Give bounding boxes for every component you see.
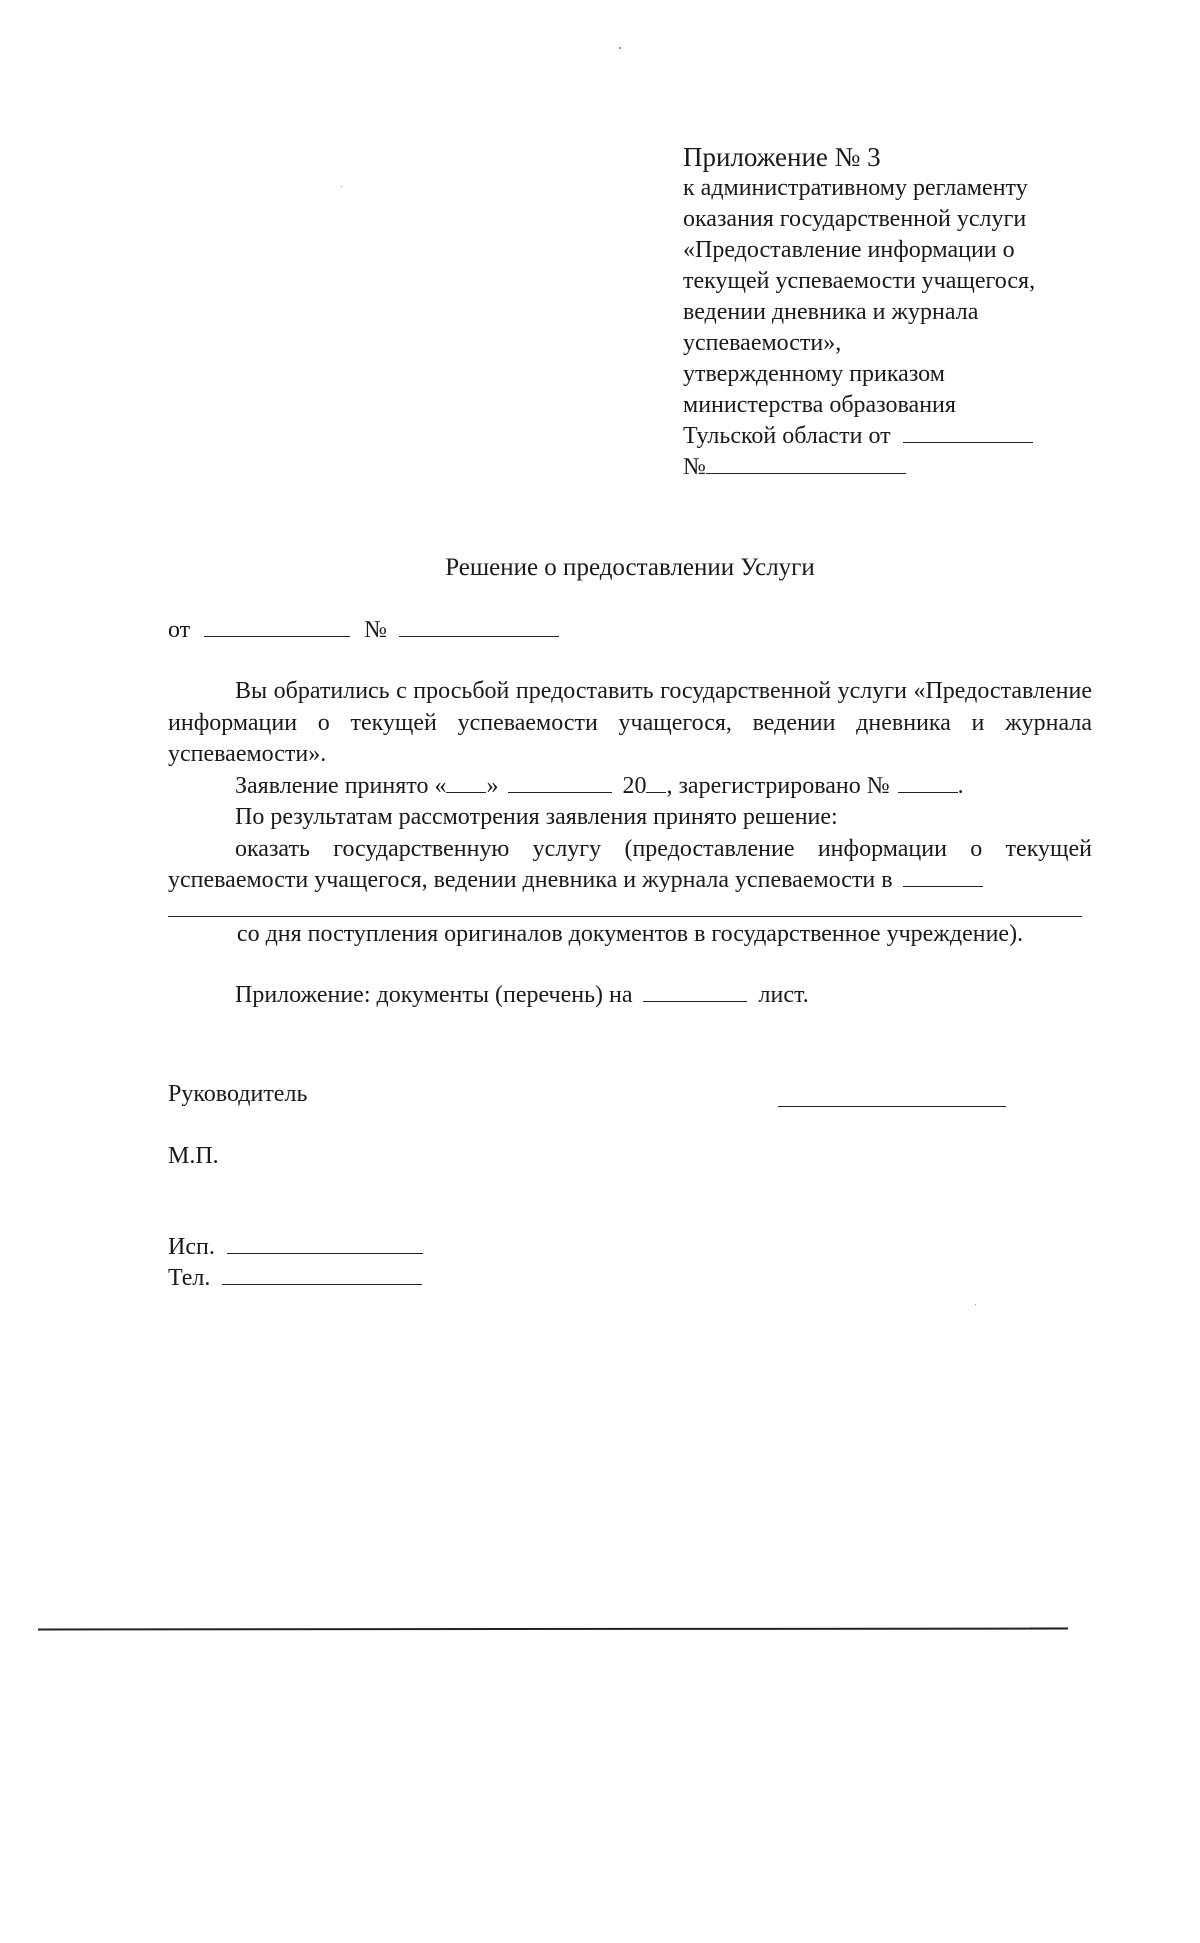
appendix-region-from: Тульской области от (683, 423, 891, 449)
decision-body (168, 676, 1092, 1012)
executor-line (168, 1232, 423, 1263)
attachment-suffix: лист. (758, 982, 809, 1008)
executor-label: Исп. (168, 1234, 215, 1260)
executor-block (168, 1232, 423, 1294)
registration-number-blank (898, 772, 958, 793)
received-registered: , зарегистрировано № (666, 772, 890, 799)
scan-speck (619, 47, 621, 49)
appendix-title: Приложение № 3 (683, 142, 881, 172)
decision-term-blank (903, 866, 983, 887)
scan-speck (975, 1304, 976, 1305)
decision-date-number-line (168, 615, 559, 646)
appendix-block (683, 140, 1103, 483)
decision-text-content: оказать государственную услугу (предоставление информации о текущей успеваемости учащегося, ведении дневника и журнала успеваемости в (168, 835, 1092, 893)
attachment-line (168, 980, 1092, 1012)
scan-speck (341, 186, 342, 187)
attachment-pages-blank (643, 981, 747, 1002)
appendix-line: ведении дневника и журнала (683, 299, 979, 325)
decision-tail: со дня поступления оригиналов документов в государственное учреждение). (236, 920, 1024, 947)
decision-text (168, 834, 1092, 897)
appendix-line: «Предоставление информации о (683, 237, 1015, 263)
order-date-blank (903, 422, 1033, 443)
bottom-rule-tail (1030, 1627, 1066, 1628)
appendix-line: министерства образования (683, 392, 956, 418)
phone-blank (222, 1264, 422, 1285)
decision-number-blank (399, 616, 559, 637)
received-year: 20 (622, 772, 647, 799)
decision-date-blank (204, 616, 350, 637)
appendix-line: текущей успеваемости учащегося, (683, 268, 1036, 294)
executor-blank (227, 1233, 423, 1254)
application-received-line (168, 771, 1092, 803)
attachment-prefix: Приложение: документы (перечень) на (235, 982, 633, 1008)
director-label: Руководитель (168, 1081, 308, 1107)
appendix-line: оказания государственной услуги (683, 206, 1027, 232)
received-day-blank (446, 772, 486, 793)
order-number-blank (706, 453, 906, 474)
appendix-line: успеваемости», (683, 330, 842, 356)
appendix-number-line (683, 452, 1103, 483)
decision-intro: По результатам рассмотрения заявления принято решение: (235, 804, 838, 830)
decision-number-sign: № (364, 617, 388, 643)
phone-label: Тел. (168, 1265, 211, 1291)
appendix-line: к административному регламенту (683, 175, 1028, 201)
seal-label: М.П. (168, 1143, 219, 1169)
decision-term-full-blank (168, 915, 1082, 917)
appendix-line: утвержденному приказом (683, 361, 945, 387)
decision-heading: Решение о предоставлении Услуги (445, 554, 815, 581)
appendix-number-sign: № (683, 454, 706, 480)
decision-from-label: от (168, 617, 191, 643)
director-signature-blank (778, 1106, 1006, 1107)
received-month-blank (508, 772, 612, 793)
received-mid: » (486, 772, 499, 799)
received-prefix: Заявление принято « (235, 772, 447, 799)
phone-line (168, 1263, 423, 1294)
received-end: . (957, 772, 964, 799)
appendix-date-line (683, 421, 1103, 452)
received-year-blank (646, 772, 666, 793)
bottom-rule (38, 1628, 1068, 1631)
request-paragraph: Вы обратились с просьбой предоставить государственной услуги «Предоставление информации о текущей успеваемости учащегося, ведении дневника и журнала успеваемости». (168, 678, 1092, 767)
